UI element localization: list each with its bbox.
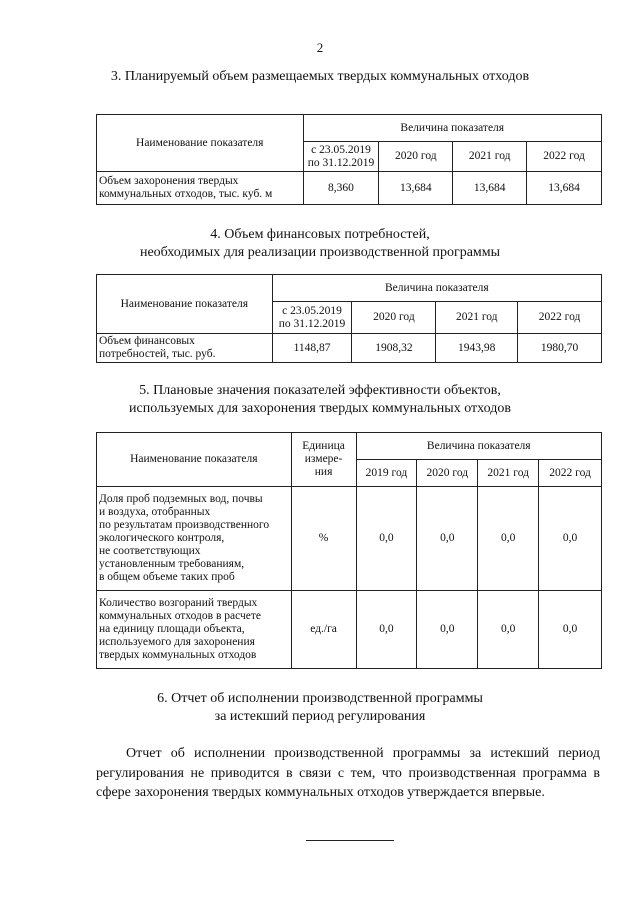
header-indicator-value: Величина показателя — [272, 275, 601, 302]
header-indicator-name: Наименование показателя — [97, 433, 292, 487]
table-row — [97, 334, 602, 363]
header-indicator-name: Наименование показателя — [97, 115, 304, 172]
header-period: с 23.05.2019 по 31.12.2019 — [272, 302, 352, 334]
header-year: 2021 год — [453, 142, 527, 172]
header-indicator-value: Величина показателя — [356, 433, 601, 460]
section4-title-line2: необходимых для реализации производственной программы — [139, 245, 501, 260]
header-year: 2022 год — [518, 302, 602, 334]
header-year: 2022 год — [539, 460, 602, 487]
row-value: 1148,87 — [272, 334, 352, 363]
waste-volume-table — [96, 114, 602, 205]
row-value: 0,0 — [478, 487, 539, 591]
efficiency-indicators-table — [96, 432, 602, 669]
header-period: с 23.05.2019 по 31.12.2019 — [303, 142, 379, 172]
row-unit: % — [291, 487, 356, 591]
row-name: Объем финансовых потребностей, тыс. руб. — [97, 334, 273, 363]
report-paragraph — [96, 744, 600, 803]
row-value: 1908,32 — [352, 334, 436, 363]
row-unit: ед./га — [291, 591, 356, 669]
header-year: 2022 год — [527, 142, 602, 172]
header-year: 2020 год — [352, 302, 436, 334]
header-year: 2019 год — [356, 460, 417, 487]
section3-title: 3. Планируемый объем размещаемых твердых коммунальных отходов — [110, 69, 530, 84]
row-value: 8,360 — [303, 172, 379, 205]
row-value: 0,0 — [417, 487, 478, 591]
row-value: 0,0 — [539, 591, 602, 669]
page-number: 2 — [316, 40, 324, 55]
row-value: 0,0 — [417, 591, 478, 669]
report-paragraph-text: Отчет об исполнении производственной программы за истекший период регулирования не приводится в связи с тем, что производственная программа в сфере захоронения твердых коммунальных отходов утверждается впервые. — [96, 746, 600, 800]
header-unit: Единица измере- ния — [291, 433, 356, 487]
section5-title-line2: используемых для захоронения твердых коммунальных отходов — [129, 401, 511, 416]
row-value: 0,0 — [356, 591, 417, 669]
header-year: 2020 год — [379, 142, 453, 172]
section6-title-line2: за истекший период регулирования — [214, 709, 426, 724]
row-name: Доля проб подземных вод, почвы и воздуха, отобранных по результатам производственного экологического контроля, не соответствующих установленным требованиям, в общем объеме таких проб — [97, 487, 292, 591]
closing-rule — [306, 840, 394, 841]
row-value: 0,0 — [356, 487, 417, 591]
row-value: 13,684 — [527, 172, 602, 205]
row-value: 13,684 — [379, 172, 453, 205]
row-value: 13,684 — [453, 172, 527, 205]
header-indicator-value: Величина показателя — [303, 115, 602, 142]
financial-needs-table — [96, 274, 602, 363]
header-year: 2020 год — [417, 460, 478, 487]
table-row — [97, 172, 602, 205]
row-value: 1980,70 — [518, 334, 602, 363]
table-row — [97, 591, 602, 669]
section5-title-line1: 5. Плановые значения показателей эффективности объектов, — [139, 383, 501, 398]
row-value: 0,0 — [478, 591, 539, 669]
header-year: 2021 год — [436, 302, 518, 334]
section4-title-line1: 4. Объем финансовых потребностей, — [210, 227, 430, 242]
table-row — [97, 487, 602, 591]
section6-title-line1: 6. Отчет об исполнении производственной программы — [157, 691, 483, 706]
row-name: Количество возгораний твердых коммунальных отходов в расчете на единицу площади объекта, используемого для захоронения твердых коммунальных отходов — [97, 591, 292, 669]
header-indicator-name: Наименование показателя — [97, 275, 273, 334]
row-name: Объем захоронения твердых коммунальных отходов, тыс. куб. м — [97, 172, 304, 205]
row-value: 1943,98 — [436, 334, 518, 363]
header-year: 2021 год — [478, 460, 539, 487]
row-value: 0,0 — [539, 487, 602, 591]
